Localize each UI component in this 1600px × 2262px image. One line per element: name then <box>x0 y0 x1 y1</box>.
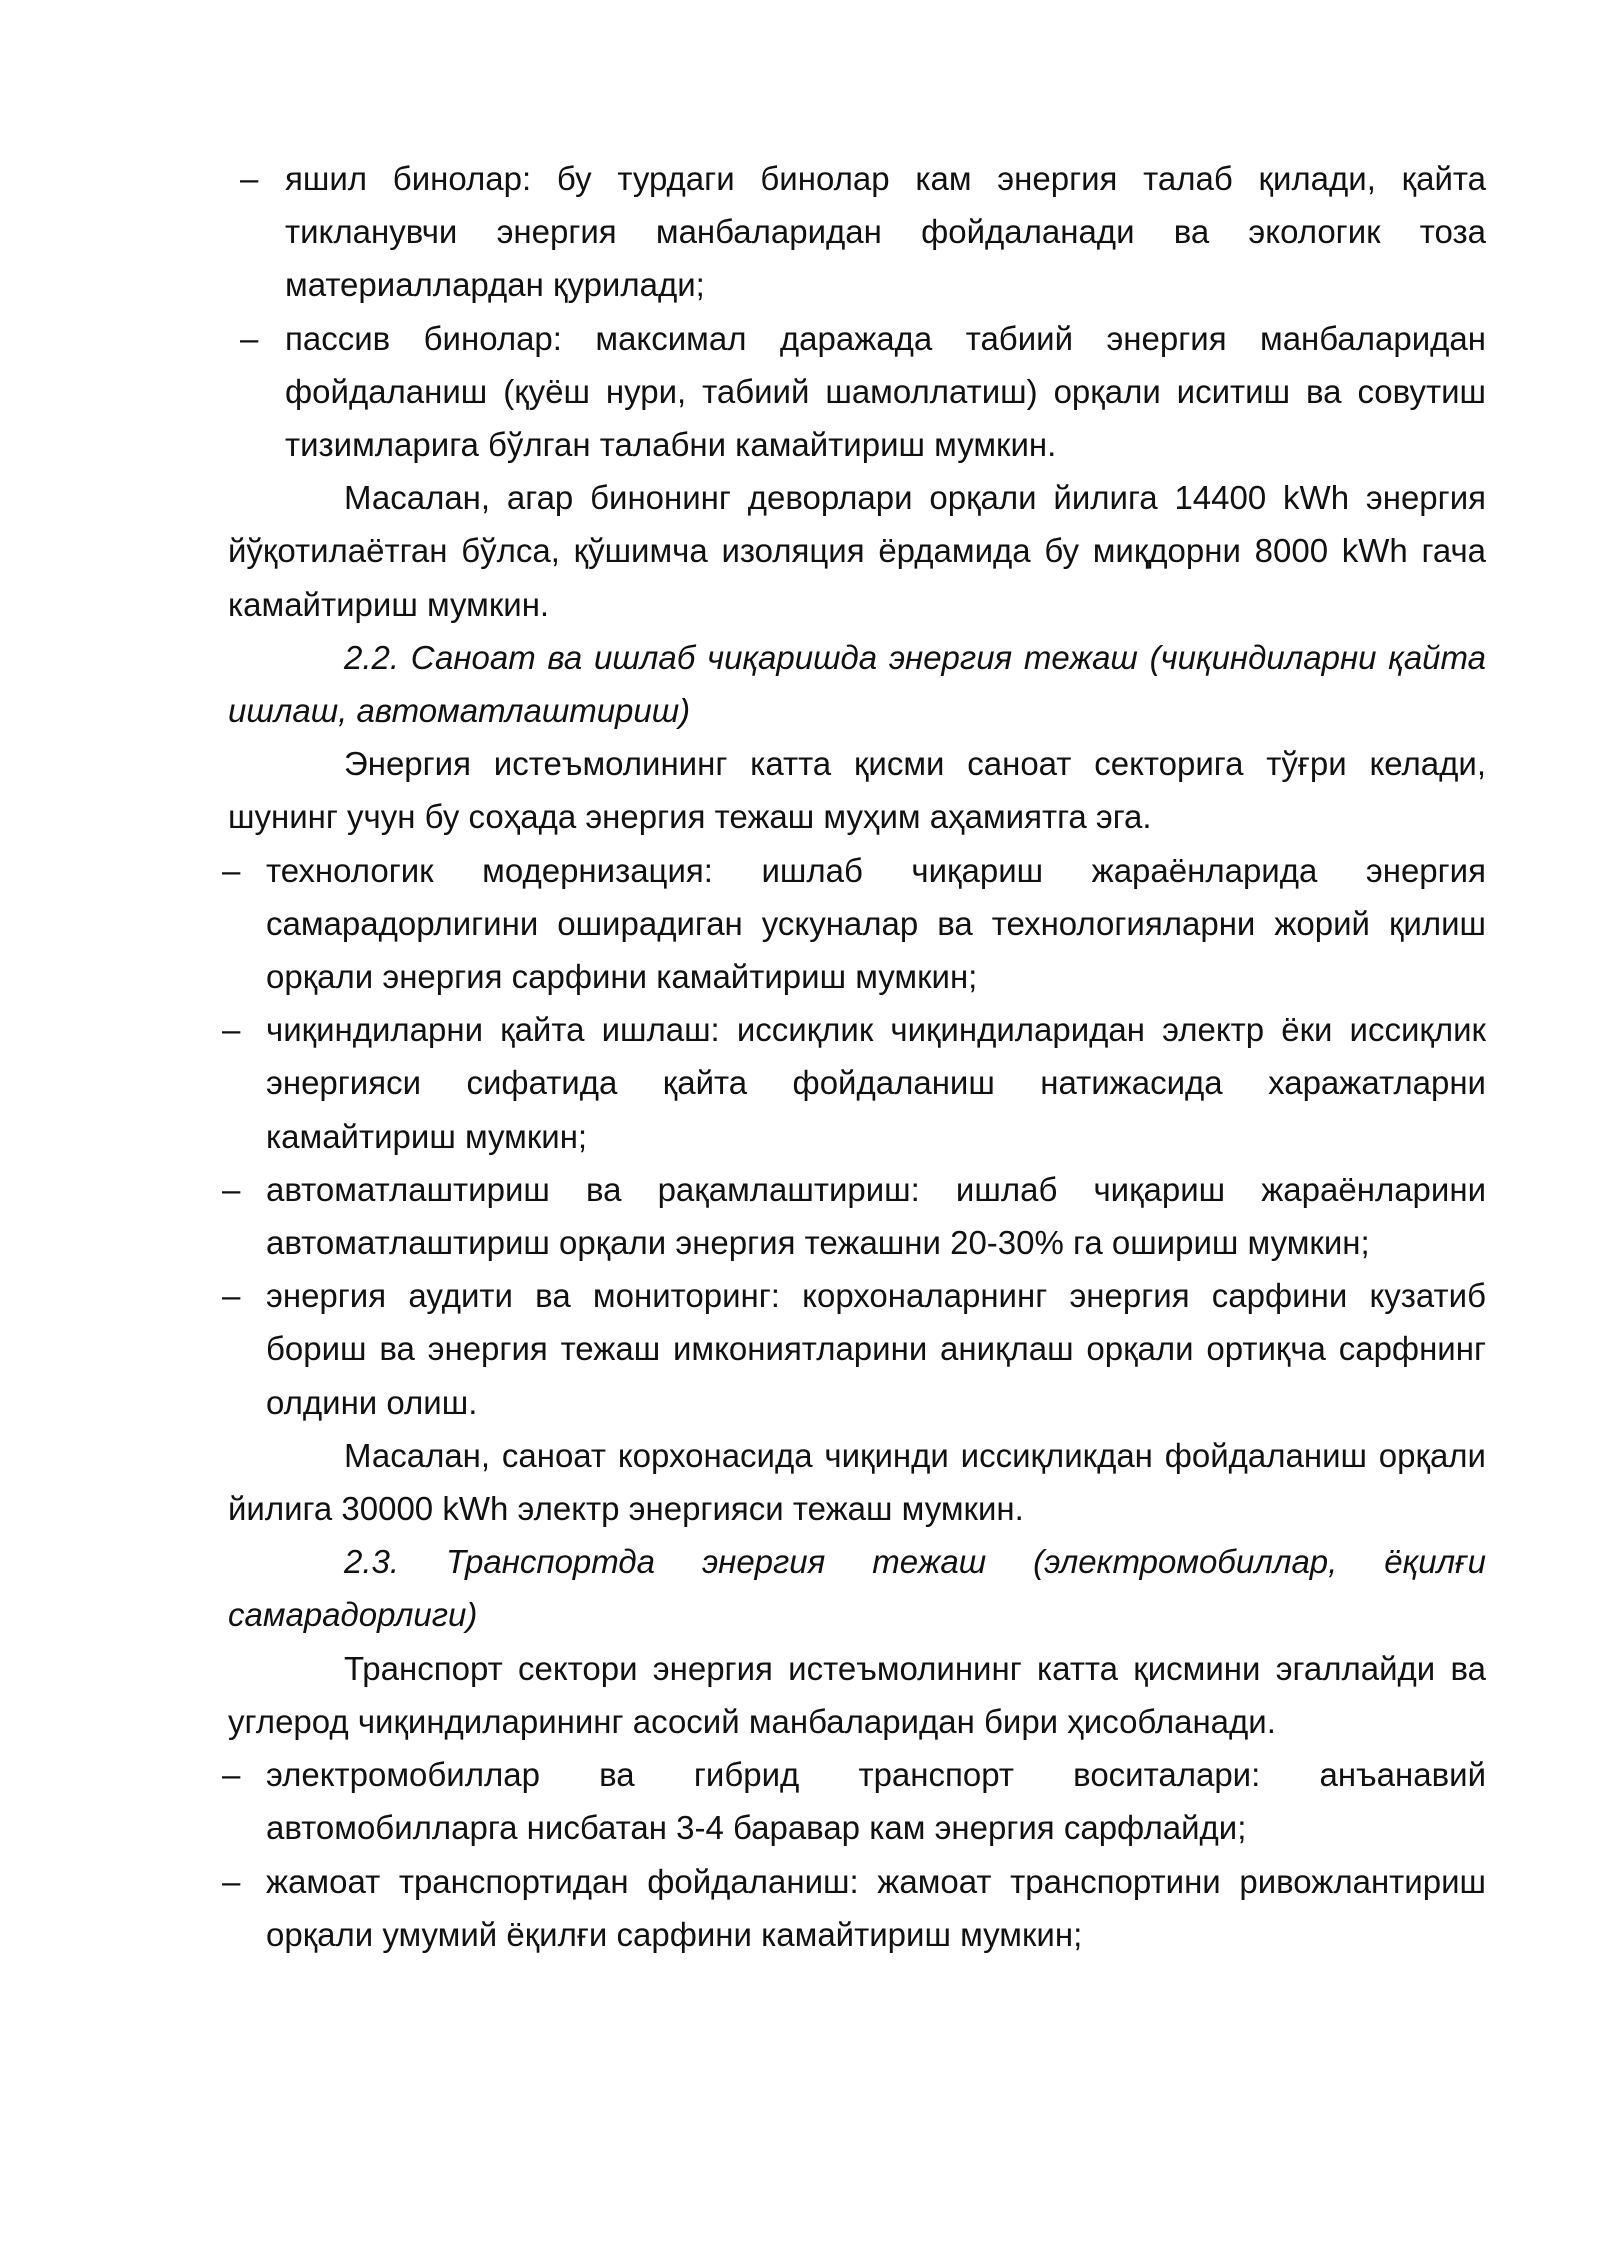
dash-marker: – <box>222 1170 241 1208</box>
list-item-text: жамоат транспортидан фойдаланиш: жамоат транспортини ривожлантириш орқали умумий ёқилғи сарфини камайтириш мумкин; <box>266 1862 1486 1953</box>
list-item-public-transport <box>222 1855 1486 1961</box>
paragraph-transport-intro: Транспорт сектори энергия истеъмолининг катта қисмини эгаллайди ва углерод чиқиндиларининг асосий манбаларидан бири ҳисобланади. <box>228 1649 1486 1740</box>
list-item-automation <box>222 1163 1486 1269</box>
document-page <box>222 152 1486 1961</box>
paragraph-building-example: Масалан, агар бинонинг деворлари орқали йилига 14400 kWh энергия йўқотилаётган бўлса, қўшимча изоляция ёрдамида бу миқдорни 8000 kWh гача камайтириш мумкин. <box>228 479 1486 623</box>
list-item-modernization <box>222 844 1486 1004</box>
list-item-text: автоматлаштириш ва рақамлаштириш: ишлаб чиқариш жараёнларини автоматлаштириш орқали энергия тежашни 20-30% га ошириш мумкин; <box>266 1170 1486 1262</box>
section-heading-2-2: 2.2. Саноат ва ишлаб чиқаришда энергия тежаш (чиқиндиларни қайта ишлаш, автоматлаштириш) <box>228 638 1486 730</box>
list-item-green-buildings <box>228 152 1486 312</box>
list-item-energy-audit <box>222 1269 1486 1429</box>
list-item-electric-vehicles <box>222 1748 1486 1854</box>
dash-marker: – <box>222 1011 241 1049</box>
dash-marker: – <box>222 1862 241 1900</box>
list-item-text: чиқиндиларни қайта ишлаш: иссиқлик чиқиндиларидан электр ёки иссиқлик энергияси сифатида қайта фойдаланиш натижасида харажатларни камайтириш мумкин; <box>266 1011 1486 1155</box>
list-item-text: яшил бинолар: бу турдаги бинолар кам энергия талаб қилади, қайта тикланувчи энергия манбаларидан фойдаланади ва экологик тоза материаллардан қурилади; <box>285 160 1486 304</box>
list-item-text: энергия аудити ва мониторинг: корхоналарнинг энергия сарфини кузатиб бориш ва энергия тежаш имкониятларини аниқлаш орқали ортиқча сарфнинг олдини олиш. <box>266 1277 1486 1421</box>
dash-marker: – <box>222 851 241 889</box>
dash-marker: – <box>240 160 259 197</box>
list-item-text: технологик модернизация: ишлаб чиқариш жараёнларида энергия самарадорлигини оширадиган ускуналар ва технологияларни жорий қилиш орқали энергия сарфини камайтириш мумкин; <box>266 851 1486 996</box>
list-item-waste-recycling <box>222 1003 1486 1163</box>
list-item-passive-buildings <box>228 312 1486 472</box>
paragraph-industry-example: Масалан, саноат корхонасида чиқинди иссиқликдан фойдаланиш орқали йилига 30000 kWh электр энергияси тежаш мумкин. <box>228 1436 1486 1528</box>
dash-marker: – <box>240 319 259 357</box>
list-item-text: электромобиллар ва гибрид транспорт воситалари: анъанавий автомобилларга нисбатан 3-4 баравар кам энергия сарфлайди; <box>266 1756 1486 1847</box>
paragraph-industry-intro: Энергия истеъмолининг катта қисми саноат секторига тўғри келади, шунинг учун бу соҳада энергия тежаш муҳим аҳамиятга эга. <box>228 745 1486 836</box>
list-item-text: пассив бинолар: максимал даражада табиий энергия манбаларидан фойдаланиш (қуёш нури, табиий шамоллатиш) орқали иситиш ва совутиш тизимларига бўлган талабни камайтириш мумкин. <box>285 319 1486 464</box>
dash-marker: – <box>222 1277 241 1315</box>
dash-marker: – <box>222 1756 241 1794</box>
section-heading-2-3: 2.3. Транспортда энергия тежаш (электромобиллар, ёқилғи самарадорлиги) <box>228 1543 1486 1634</box>
